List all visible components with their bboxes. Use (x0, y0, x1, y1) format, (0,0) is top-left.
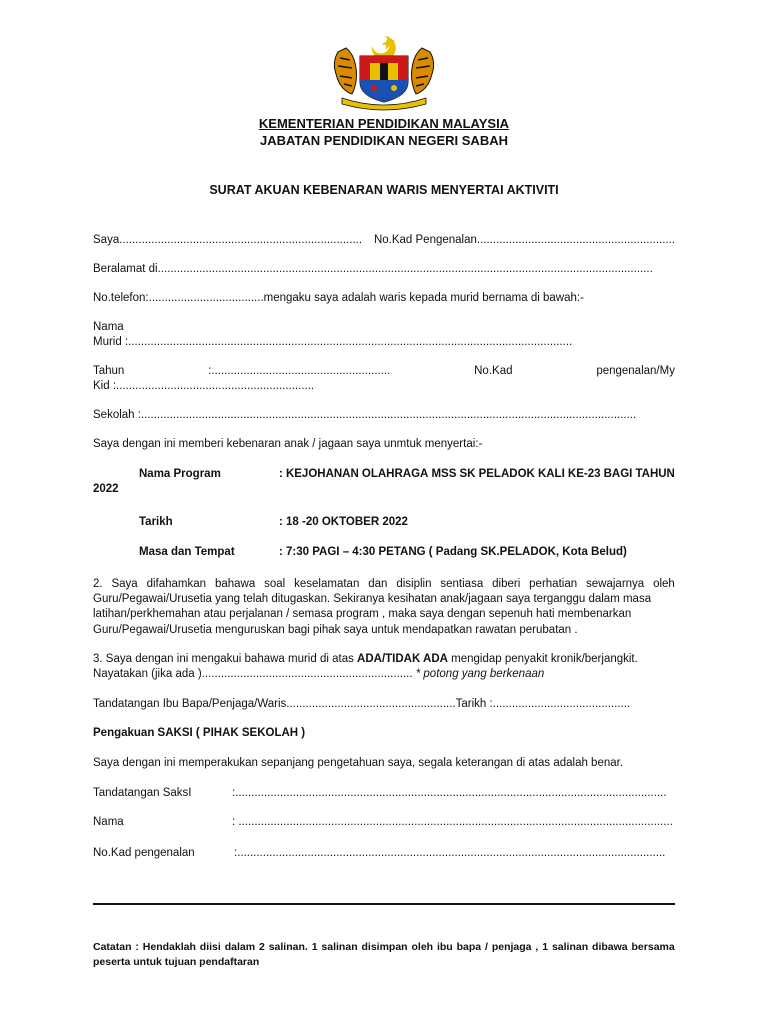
para2-word: sentiasa (440, 578, 484, 590)
footer-note-line1 (93, 940, 675, 955)
program-name-word: KE-23 (567, 468, 601, 480)
consent-intro: Saya dengan ini memberi kebenaran anak / jagaan saya unmtuk menyertai:- (93, 438, 483, 450)
department-heading: JABATAN PENDIDIKAN NEGERI SABAH (260, 133, 508, 148)
program-name-word: BAGI (603, 468, 633, 480)
tarikh-value: : 18 -20 OKTOBER 2022 (279, 516, 408, 528)
footer-word: 1 (542, 941, 549, 953)
para2-line3: latihan/perkhemahan atau perjalanan / semasa program , maka saya dengan sepenuh hati membenarkan (93, 608, 632, 620)
footer-word: , (535, 941, 539, 953)
footer-word: bapa (456, 941, 482, 953)
witness-heading: Pengakuan SAKSI ( PIHAK SEKOLAH ) (93, 727, 306, 739)
footer-word: penjaga (491, 941, 532, 953)
program-name-word: TAHUN (635, 468, 675, 480)
footer-word: 1 (311, 941, 318, 953)
tahun-label: Tahun (93, 365, 125, 377)
para2-word: dan (368, 578, 388, 590)
witness-statement: Saya dengan ini memperakukan sepanjang pengetahuan saya, segala keterangan di atas adalah benar. (93, 757, 624, 769)
program-name-word: : (279, 468, 283, 480)
para2-word: keselamatan (294, 578, 360, 590)
malaysia-coat-of-arms-logo (328, 32, 440, 112)
footer-word: / (485, 941, 488, 953)
program-name-word: OLAHRAGA (361, 468, 429, 480)
footer-word: : (135, 941, 139, 953)
footer-word: Hendaklah (142, 941, 196, 953)
para2-word: soal (264, 578, 286, 590)
program-name-label: Nama Program (139, 468, 221, 480)
footer-word: dibawa (592, 941, 628, 953)
footer-word: salinan (551, 941, 589, 953)
nama-label: Nama (93, 321, 124, 333)
para2-word: oleh (653, 578, 675, 590)
masa-tempat-label: Masa dan Tempat (139, 546, 235, 558)
para2-word: diberi (492, 578, 521, 590)
saya-field: Saya............................................................................ (93, 234, 363, 246)
para2-word: Saya (111, 578, 138, 590)
footer-word: 2 (258, 941, 265, 953)
program-name-value (279, 467, 675, 482)
program-name-word: MSS (431, 468, 457, 480)
ada-tidak-ada: ADA/TIDAK ADA (357, 653, 448, 665)
tahun-line (93, 364, 675, 379)
telefon-field: No.telefon:....................................mengaku saya adalah waris kepada murid bernama di bawah:- (93, 292, 584, 304)
program-name-word: KALI (537, 468, 565, 480)
witness-sign-field: :....................................................................................................................................... (232, 787, 667, 799)
footer-note-line2: peserta untuk tujuan pendaftaran (93, 956, 260, 968)
pengenalan-my-label: pengenalan/My (596, 365, 675, 377)
tahun-field: :........................................................ (208, 365, 391, 377)
footer-word: oleh (411, 941, 434, 953)
para2-word: perhatian (529, 578, 578, 590)
program-name-word: KEJOHANAN (285, 468, 359, 480)
nokad-label: No.Kad (474, 365, 513, 377)
footer-word: salinan. (268, 941, 308, 953)
footer-divider (93, 903, 675, 905)
saya-line (93, 233, 675, 248)
footer-word: bersama (631, 941, 675, 953)
masa-tempat-value: : 7:30 PAGI – 4:30 PETANG ( Padang SK.PELADOK, Kota Belud) (279, 546, 627, 558)
para2-word: bahawa (214, 578, 256, 590)
para2-line2: Guru/Pegawai/Urusetia yang telah ditugaskan. Sekiranya kesihatan anak/jagaan saya terganggu dalam masa (93, 593, 652, 605)
ministry-heading: KEMENTERIAN PENDIDIKAN MALAYSIA (258, 116, 510, 131)
footer-word: Catatan (93, 941, 132, 953)
para3-line1 (93, 652, 675, 667)
para3-suffix: mengidap penyakit kronik/berjangkit. (447, 653, 638, 665)
tarikh-label: Tarikh (139, 516, 173, 528)
para2-word: difahamkan (146, 578, 207, 590)
para2-word: 2. (93, 578, 103, 590)
para3-prefix: 3. Saya dengan ini mengakui bahawa murid di atas (93, 653, 358, 665)
footer-word: disimpan (361, 941, 408, 953)
program-year: 2022 (93, 483, 119, 495)
ic-field: No.Kad Pengenalan.............................................................. (373, 234, 675, 246)
potong-note: * potong yang berkenaan (412, 668, 545, 680)
para2-line1 (93, 577, 675, 592)
witness-ic-label: No.Kad pengenalan (93, 847, 195, 859)
para2-line4: Guru/Pegawai/Urusetia menguruskan bagi pihak saya untuk mendapatkan rawatan perubatan . (93, 624, 578, 636)
footer-word: salinan (321, 941, 358, 953)
alamat-field: Beralamat di........................................................................................................................................................... (93, 263, 653, 275)
footer-word: diisi (199, 941, 221, 953)
program-name-word: PELADOK (478, 468, 535, 480)
footer-word: dalam (224, 941, 256, 953)
witness-ic-field: :...................................................................................................................................... (234, 847, 666, 859)
parent-signature-line: Tandatangan Ibu Bapa/Penjaga/Waris.....................................................Tarikh :........................................... (93, 698, 631, 710)
program-name-word: SK (459, 468, 476, 480)
witness-sign-label: Tandatangan SaksI (93, 787, 192, 799)
witness-name-label: Nama (93, 816, 124, 828)
para2-word: disiplin (396, 578, 432, 590)
murid-field: Murid :........................................................................................................................................... (93, 336, 573, 348)
witness-name-field: : ........................................................................................................................................ (232, 816, 673, 828)
para2-word: sewajarnya (586, 578, 645, 590)
kid-field: Kid :.............................................................. (93, 380, 315, 392)
footer-word: ibu (436, 941, 453, 953)
nyatakan-field: Nayatakan (jika ada ).................................................................. (93, 668, 413, 680)
document-title: SURAT AKUAN KEBENARAN WARIS MENYERTAI AKTIVITI (209, 183, 559, 197)
para3-line2 (93, 667, 675, 682)
sekolah-field: Sekolah :........................................................................................................................................................... (93, 409, 637, 421)
